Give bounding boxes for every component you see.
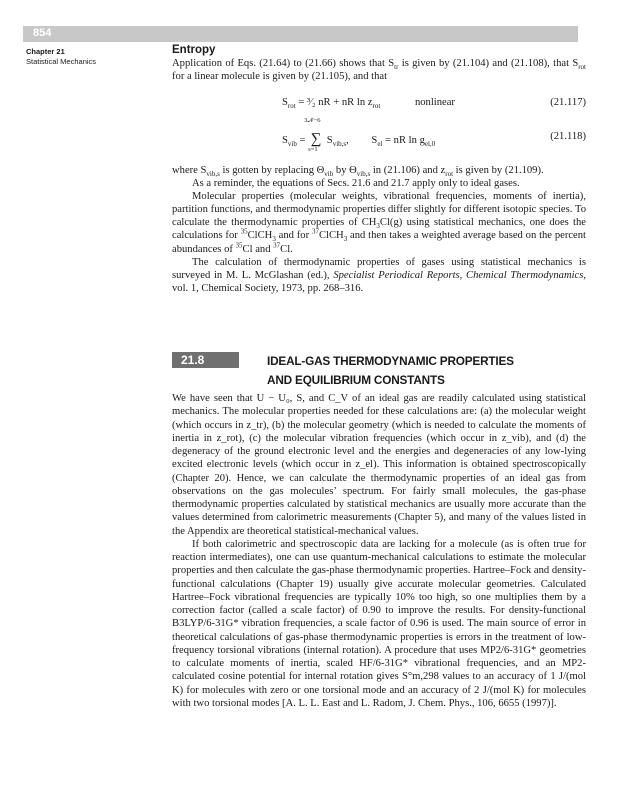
entropy-heading: Entropy	[172, 44, 216, 56]
section-paragraph-1: We have seen that U − U₀, S, and C_V of an ideal gas are readily calculated using statistical mechanics. The molecular properties needed for these calculations are: (a) the molecular weight (which occurs in z_tr), (b) the molecular geometry (which is needed to calculate the moments of inertia in z_rot), (c) the molecular vibration frequencies (which occur in z_vib), and (d) the degeneracy of the ground electronic level and the energies and degeneracies of any low-lying excited electronic levels (which occur in z_el). This information is obtained spectroscopically (Chapter 20). Hence, we can calculate the thermodynamic properties of an ideal gas from observations on the gas molecules’ spectrum. For fairly small molecules, the gas-phase thermodynamic properties calculated by statistical mechanics are usually more accurate than the values determined from calorimetric measurements (Chapter 5), and many of the values listed in the Appendix are theoretical statistical-mechanical values.	[172, 393, 586, 537]
section-title: IDEAL-GAS THERMODYNAMIC PROPERTIES AND EQUILIBRIUM CONSTANTS	[267, 354, 514, 387]
running-head	[26, 47, 96, 67]
equation-21-117: $S_{rot}$ = ³⁄₂ nR + nR $\ln z_{rot}$ nonlinear	[282, 97, 455, 111]
chapter-title: Statistical Mechanics	[26, 57, 97, 66]
section-number-badge	[172, 352, 239, 368]
section-paragraph-2: If both calorimetric and spectroscopic data are lacking for a molecule (as is often true for reaction intermediates), one can use quantum-mechanical calculations to estimate the molecular properties and then calculate the gas-phase thermodynamic properties. Hartree–Fock and density-functional calculations (Chapter 19) usually give accurate molecular geometries. Calculated Hartree–Fock vibrational frequencies are typically 10% too high, so one multiplies them by a correction factor (called a scale factor) of 0.90 to improve the results. For density-functional B3LYP/6-31G* vibration frequencies, a scale factor of 0.96 is used. The main source of error in theoretical calculations of gas-phase thermodynamic properties is errors in the treatment of low-frequency torsional vibrations (internal rotation). A procedure that uses MP2/6-31G* geometries to calculate moments of inertia, scaled HF/6-31G* vibrational frequencies, and an MP2-calculated cosine potential for internal rotation gives S°m,298 values to an accuracy of 1 J/(mol K) for molecules with zero or one torsional mode and an accuracy of 2 J/(mol K) for molecules with two torsional modes [A. L. L. East and L. Radom, J. Chem. Phys., 106, 6655 (1997)].	[172, 538, 586, 709]
equation-number-117: (21.117)	[550, 97, 586, 108]
entropy-intro: Application of Eqs. (21.64) to (21.66) shows that $S_{tr}$ is given by (21.104) and (21.108), that $S_{rot}$ for a linear molecule is given by (21.105), and that	[172, 58, 586, 83]
equation-number-118: (21.118)	[550, 131, 586, 142]
where-paragraph: where $S_{vib,s}$ is gotten by replacing $\Theta_{vib}$ by $\Theta_{vib,s}$ in (21.106) and $z_{rot}$ is given by (21.109).	[172, 165, 544, 179]
equation-21-118: $S_{vib}$ = 3𝒩−6 ∑ s=1 $S_{vib,s}$, $S_{el}$ = nR $\ln g_{el,0}$	[282, 117, 436, 153]
section-number: 21.8	[181, 353, 205, 367]
page-number: 854	[33, 27, 52, 39]
reminder-paragraph: As a reminder, the equations of Secs. 21.6 and 21.7 apply only to ideal gases.	[192, 178, 520, 190]
molecular-paragraph: Molecular properties (molecular weights, vibrational frequencies, moments of inertia), partition functions, and thermodynamic properties differ slightly for different isotopic species. To calculate the thermodynamic properties of $CH_3Cl(g)$ using statistical mechanics, one does the calculations for $^{35}$ClCH$_3$ and for $^{37}$ClCH$_3$ and then takes a weighted average based on the percent abundances of $^{35}$Cl and $^{37}$Cl.	[172, 191, 587, 255]
page-header-bar	[23, 26, 578, 42]
equation-block	[172, 97, 586, 157]
survey-paragraph: The calculation of thermodynamic properties of gases using statistical mechanics is surveyed in M. L. McGlashan (ed.), Specialist Periodical Reports, Chemical Thermodynamics, vol. 1, Chemical Society, 1973, pp. 268–316.	[172, 256, 587, 294]
entropy-section	[172, 44, 586, 83]
entropy-body	[172, 164, 586, 295]
chapter-label: Chapter 21	[26, 47, 65, 56]
section-body	[172, 392, 586, 710]
